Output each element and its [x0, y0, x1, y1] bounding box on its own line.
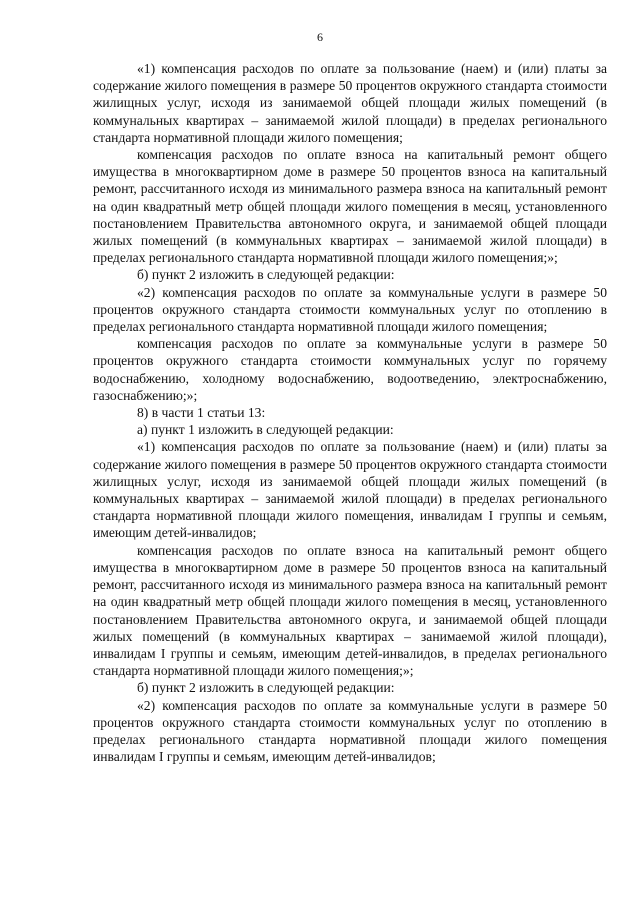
paragraph-3: б) пункт 2 изложить в следующей редакции: — [137, 267, 395, 283]
paragraph-1: «1) компенсация расходов по оплате за пользование (наем) и (или) платы за содержание жилого помещения в размере 50 процентов окружного стандарта стоимости жилищных услуг, исходя из занимаемой общей площади жилых помещений (в коммунальных квартирах – занимаемой жилой площади) в пределах регионального стандарта нормативной площади жилого помещения; — [93, 61, 607, 145]
document-body — [93, 60, 607, 765]
page-number: 6 — [317, 30, 323, 44]
paragraph-9: компенсация расходов по оплате взноса на капитальный ремонт общего имущества в многоквартирном доме в размере 50 процентов взноса на капитальный ремонт, рассчитанного исходя из минимального размера взноса на капитальный ремонт на один квадратный метр общей площади жилого помещения в месяц, установленного постановлением Правительства автономного округа, и занимаемой общей площади жилых помещений (в коммунальных квартирах – занимаемой жилой площади), инвалидам I группы и семьям, имеющим детей-инвалидов, в пределах регионального стандарта нормативной площади жилого помещения;»; — [93, 542, 607, 679]
paragraph-7: а) пункт 1 изложить в следующей редакции: — [137, 422, 394, 438]
paragraph-8: «1) компенсация расходов по оплате за пользование (наем) и (или) платы за содержание жилого помещения в размере 50 процентов окружного стандарта стоимости жилищных услуг, исходя из занимаемой общей площади жилых помещений (в коммунальных квартирах – занимаемой жилой площади) в пределах регионального стандарта нормативной площади жилого помещения, инвалидам I группы и семьям, имеющим детей-инвалидов; — [93, 439, 607, 541]
paragraph-6: 8) в части 1 статьи 13: — [137, 405, 266, 421]
paragraph-11: «2) компенсация расходов по оплате за коммунальные услуги в размере 50 процентов окружного стандарта стоимости коммунальных услуг по отоплению в пределах регионального стандарта нормативной площади жилого помещения инвалидам I группы и семьям, имеющим детей-инвалидов; — [93, 697, 607, 765]
paragraph-2: компенсация расходов по оплате взноса на капитальный ремонт общего имущества в многоквартирном доме в размере 50 процентов взноса на капитальный ремонт, рассчитанного исходя из минимального размера взноса на капитальный ремонт на один квадратный метр общей площади жилого помещения в месяц, установленного постановлением Правительства автономного округа, и занимаемой общей площади жилых помещений (в коммунальных квартирах – занимаемой жилой площади) в пределах регионального стандарта нормативной площади жилого помещения;»; — [93, 147, 607, 266]
paragraph-4: «2) компенсация расходов по оплате за коммунальные услуги в размере 50 процентов окружного стандарта стоимости коммунальных услуг по отоплению в пределах регионального стандарта нормативной площади жилого помещения; — [93, 284, 607, 335]
paragraph-5: компенсация расходов по оплате за коммунальные услуги в размере 50 процентов окружного стандарта стоимости коммунальных услуг по горячему водоснабжению, холодному водоснабжению, водоотведению, электроснабжению, газоснабжению;»; — [93, 336, 607, 403]
paragraph-10: б) пункт 2 изложить в следующей редакции: — [137, 680, 395, 696]
